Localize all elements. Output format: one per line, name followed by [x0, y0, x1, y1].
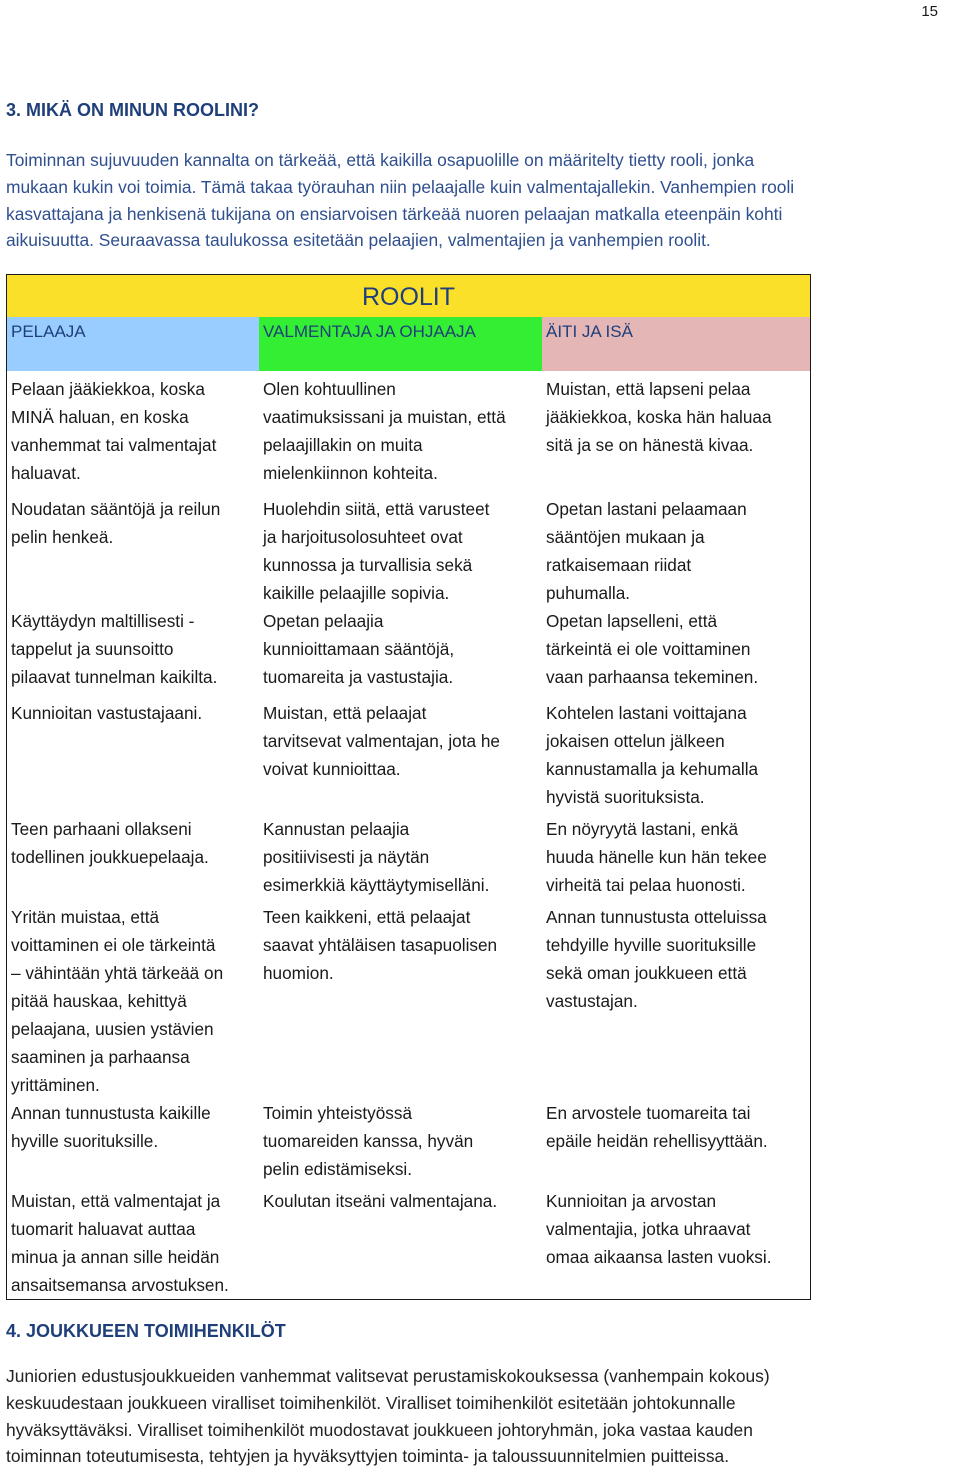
- cell-parent: [542, 495, 810, 607]
- cell-line: pelin edistämiseksi.: [263, 1159, 413, 1179]
- cell-line: huuda hänelle kun hän tekee: [546, 847, 767, 867]
- cell-parent: [542, 375, 810, 487]
- cell-line: saavat yhtäläisen tasapuolisen: [263, 935, 498, 955]
- cell-line: Kunnioitan ja arvostan: [546, 1191, 717, 1211]
- cell-line: tappelut ja suunsoitto: [11, 639, 174, 659]
- cell-line: Opetan pelaajia: [263, 611, 384, 631]
- cell-player: [7, 699, 259, 811]
- cell-line: virheitä tai pelaa huonosti.: [546, 875, 746, 895]
- cell-line: Kannustan pelaajia: [263, 819, 410, 839]
- body-line: keskuudestaan joukkueen viralliset toimihenkilöt. Viralliset toimihenkilöt esitetään johtokunnalle: [6, 1392, 736, 1413]
- section-4-number: 4.: [6, 1321, 22, 1341]
- cell-line: ansaitsemansa arvostuksen.: [11, 1275, 229, 1295]
- cell-parent: [542, 1099, 810, 1183]
- cell-line: saaminen ja parhaansa: [11, 1047, 190, 1067]
- cell-line: vastustajan.: [546, 991, 638, 1011]
- section-4-body: [6, 1363, 954, 1470]
- cell-player: [7, 815, 259, 899]
- cell-line: Käyttäydyn maltillisesti -: [11, 611, 195, 631]
- cell-line: yrittäminen.: [11, 1075, 100, 1095]
- section-4-title: JOUKKUEEN TOIMIHENKILÖT: [26, 1321, 286, 1341]
- cell-player: [7, 903, 259, 1099]
- cell-line: Muistan, että lapseni pelaa: [546, 379, 751, 399]
- section-4-heading: [6, 1321, 286, 1342]
- cell-line: Muistan, että pelaajat: [263, 703, 427, 723]
- cell-line: Kunnioitan vastustajaani.: [11, 703, 203, 723]
- cell-line: esimerkkiä käyttäytymiselläni.: [263, 875, 490, 895]
- cell-line: vanhemmat tai valmentajat: [11, 435, 217, 455]
- cell-line: Pelaan jääkiekkoa, koska: [11, 379, 205, 399]
- cell-player: [7, 1099, 259, 1183]
- table-row: [7, 495, 810, 607]
- cell-line: En arvostele tuomareita tai: [546, 1103, 751, 1123]
- cell-coach: [259, 1099, 542, 1183]
- cell-line: pilaavat tunnelman kaikilta.: [11, 667, 218, 687]
- cell-coach: [259, 903, 542, 1099]
- cell-player: [7, 375, 259, 487]
- cell-line: epäile heidän rehellisyyttään.: [546, 1131, 768, 1151]
- table-row: [7, 1187, 810, 1299]
- cell-player: [7, 495, 259, 607]
- cell-line: Koulutan itseäni valmentajana.: [263, 1191, 498, 1211]
- cell-line: todellinen joukkuepelaaja.: [11, 847, 209, 867]
- header-coach: VALMENTAJA JA OHJAAJA: [259, 317, 542, 371]
- cell-line: sääntöjen mukaan ja: [546, 527, 705, 547]
- cell-line: Huolehdin siitä, että varusteet: [263, 499, 490, 519]
- cell-line: ja harjoitusolosuhteet ovat: [263, 527, 463, 547]
- table-row: [7, 699, 810, 811]
- cell-coach: [259, 699, 542, 811]
- table-row: [7, 607, 810, 691]
- cell-line: MINÄ haluan, en koska: [11, 407, 189, 427]
- cell-line: jääkiekkoa, koska hän haluaa: [546, 407, 772, 427]
- cell-line: hyvistä suorituksista.: [546, 787, 705, 807]
- cell-parent: [542, 1187, 810, 1299]
- cell-line: huomion.: [263, 963, 334, 983]
- cell-line: jokaisen ottelun jälkeen: [546, 731, 725, 751]
- intro-line: Toiminnan sujuvuuden kannalta on tärkeää, että kaikilla osapuolille on määritelty tietty rooli, jonka: [6, 150, 755, 170]
- cell-line: puhumalla.: [546, 583, 631, 603]
- cell-line: tärkeintä ei ole voittaminen: [546, 639, 751, 659]
- cell-line: Annan tunnustusta kaikille: [11, 1103, 211, 1123]
- cell-line: sitä ja se on hänestä kivaa.: [546, 435, 754, 455]
- cell-line: tehdyille hyville suorituksille: [546, 935, 757, 955]
- cell-line: Muistan, että valmentajat ja: [11, 1191, 221, 1211]
- cell-line: kunnossa ja turvallisia sekä: [263, 555, 473, 575]
- table-row: [7, 903, 810, 1099]
- cell-line: tarvitsevat valmentajan, jota he: [263, 731, 500, 751]
- intro-line: kasvattajana ja henkisenä tukijana on ensiarvoisen tärkeää nuoren pelaajan matkalla eteenpäin kohti: [6, 203, 783, 224]
- section-3-number: 3.: [6, 100, 22, 120]
- cell-parent: [542, 903, 810, 1099]
- cell-line: vaan parhaansa tekeminen.: [546, 667, 759, 687]
- cell-line: pitää hauskaa, kehittyä: [11, 991, 187, 1011]
- cell-line: Olen kohtuullinen: [263, 379, 396, 399]
- roles-table: [6, 274, 811, 1300]
- cell-line: minua ja annan sille heidän: [11, 1247, 220, 1267]
- body-line: hyväksyttäväksi. Viralliset toimihenkilöt muodostavat joukkueen johtoryhmän, joka vastaa kauden: [6, 1419, 753, 1440]
- cell-line: valmentajia, jotka uhraavat: [546, 1219, 751, 1239]
- section-3-heading: [6, 100, 259, 121]
- cell-line: voivat kunnioittaa.: [263, 759, 401, 779]
- page-number: 15: [921, 3, 938, 20]
- table-row: [7, 375, 810, 487]
- section-3-title: MIKÄ ON MINUN ROOLINI?: [26, 100, 260, 120]
- cell-line: kannustamalla ja kehumalla: [546, 759, 759, 779]
- cell-coach: [259, 375, 542, 487]
- header-parent: ÄITI JA ISÄ: [542, 317, 810, 371]
- cell-line: pelaajana, uusien ystävien: [11, 1019, 214, 1039]
- cell-line: mielenkiinnon kohteita.: [263, 463, 438, 483]
- cell-line: tuomareiden kanssa, hyvän: [263, 1131, 474, 1151]
- header-player: PELAAJA: [7, 317, 259, 371]
- body-line: toiminnan toteutumisesta, tehtyjen ja hyväksyttyjen toiminta- ja taloussuunnitelmien puitteissa.: [6, 1446, 730, 1467]
- cell-line: omaa aikaansa lasten vuoksi.: [546, 1247, 772, 1267]
- cell-line: Yritän muistaa, että: [11, 907, 160, 927]
- table-row: [7, 1099, 810, 1183]
- cell-line: Opetan lastani pelaamaan: [546, 499, 747, 519]
- cell-line: positiivisesti ja näytän: [263, 847, 430, 867]
- section-3-intro: [6, 147, 954, 254]
- cell-line: Kohtelen lastani voittajana: [546, 703, 747, 723]
- cell-line: En nöyryytä lastani, enkä: [546, 819, 739, 839]
- cell-line: Toimin yhteistyössä: [263, 1103, 413, 1123]
- cell-parent: [542, 699, 810, 811]
- cell-coach: [259, 1187, 542, 1299]
- cell-line: pelin henkeä.: [11, 527, 114, 547]
- roles-table-header-row: [7, 317, 810, 371]
- cell-line: voittaminen ei ole tärkeintä: [11, 935, 216, 955]
- cell-line: Teen kaikkeni, että pelaajat: [263, 907, 471, 927]
- cell-line: ratkaisemaan riidat: [546, 555, 692, 575]
- cell-line: Annan tunnustusta otteluissa: [546, 907, 767, 927]
- intro-line: aikuisuutta. Seuraavassa taulukossa esitetään pelaajien, valmentajien ja vanhempien roolit.: [6, 230, 711, 251]
- cell-line: Opetan lapselleni, että: [546, 611, 718, 631]
- intro-line: mukaan kukin voi toimia. Tämä takaa työrauhan niin pelaajalle kuin valmentajallekin. Vanhempien rooli: [6, 176, 795, 197]
- cell-parent: [542, 815, 810, 899]
- cell-player: [7, 1187, 259, 1299]
- cell-line: haluavat.: [11, 463, 81, 483]
- table-row: [7, 815, 810, 899]
- roles-table-title: ROOLIT: [361, 283, 456, 311]
- cell-line: Noudatan sääntöjä ja reilun: [11, 499, 221, 519]
- cell-line: tuomarit haluavat auttaa: [11, 1219, 196, 1239]
- roles-table-body: [7, 371, 810, 1299]
- roles-table-title-row: [7, 275, 810, 317]
- cell-coach: [259, 607, 542, 691]
- cell-coach: [259, 815, 542, 899]
- cell-line: sekä oman joukkueen että: [546, 963, 747, 983]
- cell-line: kunnioittamaan sääntöjä,: [263, 639, 455, 659]
- cell-coach: [259, 495, 542, 607]
- cell-line: – vähintään yhtä tärkeää on: [11, 963, 224, 983]
- cell-line: hyville suorituksille.: [11, 1131, 159, 1151]
- cell-line: tuomareita ja vastustajia.: [263, 667, 454, 687]
- cell-line: Teen parhaani ollakseni: [11, 819, 192, 839]
- cell-line: vaatimuksissani ja muistan, että: [263, 407, 506, 427]
- cell-player: [7, 607, 259, 691]
- cell-parent: [542, 607, 810, 691]
- body-line: Juniorien edustusjoukkueiden vanhemmat valitsevat perustamiskokouksessa (vanhempain kokous): [6, 1366, 770, 1386]
- cell-line: pelaajillakin on muita: [263, 435, 423, 455]
- cell-line: kaikille pelaajille sopivia.: [263, 583, 450, 603]
